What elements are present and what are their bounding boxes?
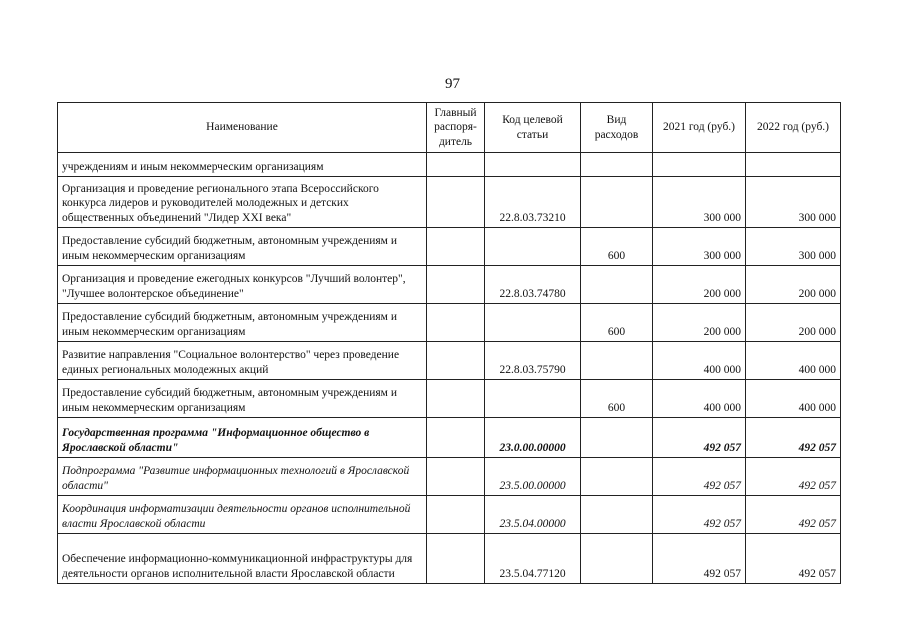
- cell-type: [581, 177, 653, 228]
- cell-name: Координация информатизации деятельности органов исполнительной власти Ярославской области: [58, 496, 427, 534]
- cell-name: Предоставление субсидий бюджетным, автономным учреждениям и иным некоммерческим организациям: [58, 380, 427, 418]
- cell-2021: 492 057: [653, 534, 746, 584]
- cell-admin: [427, 228, 485, 266]
- cell-admin: [427, 380, 485, 418]
- cell-type: [581, 153, 653, 177]
- table-body: [58, 153, 841, 584]
- cell-admin: [427, 534, 485, 584]
- table-row: [58, 458, 841, 496]
- cell-code: 23.5.04.00000: [485, 496, 581, 534]
- header-code: Код целевой статьи: [485, 103, 581, 153]
- table-row: [58, 304, 841, 342]
- cell-admin: [427, 304, 485, 342]
- cell-2022: [746, 153, 841, 177]
- cell-admin: [427, 418, 485, 458]
- cell-name: Организация и проведение регионального этапа Всероссийского конкурса лидеров и руководителей молодежных и детских общественных объединений "Лидер XXI века": [58, 177, 427, 228]
- table-header-row: [58, 103, 841, 153]
- table-row: [58, 496, 841, 534]
- cell-2022: 492 057: [746, 534, 841, 584]
- cell-2021: 300 000: [653, 228, 746, 266]
- header-type: Вид расходов: [581, 103, 653, 153]
- cell-name: Государственная программа "Информационное общество в Ярославской области": [58, 418, 427, 458]
- cell-code: [485, 228, 581, 266]
- cell-2021: 200 000: [653, 266, 746, 304]
- table-row: [58, 266, 841, 304]
- table-row: [58, 153, 841, 177]
- cell-admin: [427, 342, 485, 380]
- cell-type: 600: [581, 304, 653, 342]
- table-row: [58, 342, 841, 380]
- cell-admin: [427, 153, 485, 177]
- cell-code: 22.8.03.75790: [485, 342, 581, 380]
- table-row: [58, 380, 841, 418]
- cell-type: 600: [581, 380, 653, 418]
- cell-name: Подпрограмма "Развитие информационных технологий в Ярославской области": [58, 458, 427, 496]
- cell-name: Обеспечение информационно-коммуникационной инфраструктуры для деятельности органов исполнительной власти Ярославской области: [58, 534, 427, 584]
- cell-2021: 300 000: [653, 177, 746, 228]
- cell-2022: 200 000: [746, 266, 841, 304]
- cell-admin: [427, 496, 485, 534]
- cell-2022: 300 000: [746, 177, 841, 228]
- cell-2022: 492 057: [746, 418, 841, 458]
- table-row: [58, 228, 841, 266]
- cell-type: [581, 534, 653, 584]
- cell-admin: [427, 266, 485, 304]
- cell-admin: [427, 177, 485, 228]
- cell-2022: 492 057: [746, 496, 841, 534]
- header-name: Наименование: [58, 103, 427, 153]
- cell-name: учреждениям и иным некоммерческим организациям: [58, 153, 427, 177]
- cell-type: 600: [581, 228, 653, 266]
- cell-2021: 492 057: [653, 418, 746, 458]
- cell-2021: 200 000: [653, 304, 746, 342]
- cell-type: [581, 342, 653, 380]
- cell-type: [581, 266, 653, 304]
- cell-2022: 300 000: [746, 228, 841, 266]
- cell-2022: 400 000: [746, 380, 841, 418]
- cell-2021: 400 000: [653, 380, 746, 418]
- cell-type: [581, 458, 653, 496]
- cell-code: [485, 153, 581, 177]
- cell-name: Предоставление субсидий бюджетным, автономным учреждениям и иным некоммерческим организациям: [58, 304, 427, 342]
- cell-name: Организация и проведение ежегодных конкурсов "Лучший волонтер", "Лучшее волонтерское объединение": [58, 266, 427, 304]
- budget-table: [57, 102, 841, 584]
- cell-admin: [427, 458, 485, 496]
- cell-2021: [653, 153, 746, 177]
- cell-code: [485, 380, 581, 418]
- cell-code: [485, 304, 581, 342]
- cell-type: [581, 418, 653, 458]
- cell-2022: 400 000: [746, 342, 841, 380]
- cell-code: 22.8.03.73210: [485, 177, 581, 228]
- header-admin: Главный распоря- дитель: [427, 103, 485, 153]
- table-row: [58, 534, 841, 584]
- page-number: 97: [445, 76, 460, 92]
- cell-code: 23.5.00.00000: [485, 458, 581, 496]
- cell-type: [581, 496, 653, 534]
- cell-code: 23.5.04.77120: [485, 534, 581, 584]
- cell-name: Предоставление субсидий бюджетным, автономным учреждениям и иным некоммерческим организациям: [58, 228, 427, 266]
- cell-2021: 492 057: [653, 496, 746, 534]
- table-row: [58, 418, 841, 458]
- cell-code: 22.8.03.74780: [485, 266, 581, 304]
- header-2022: 2022 год (руб.): [746, 103, 841, 153]
- header-2021: 2021 год (руб.): [653, 103, 746, 153]
- cell-code: 23.0.00.00000: [485, 418, 581, 458]
- cell-2021: 492 057: [653, 458, 746, 496]
- cell-2021: 400 000: [653, 342, 746, 380]
- table-row: [58, 177, 841, 228]
- cell-name: Развитие направления "Социальное волонтерство" через проведение единых региональных молодежных акций: [58, 342, 427, 380]
- cell-2022: 492 057: [746, 458, 841, 496]
- cell-2022: 200 000: [746, 304, 841, 342]
